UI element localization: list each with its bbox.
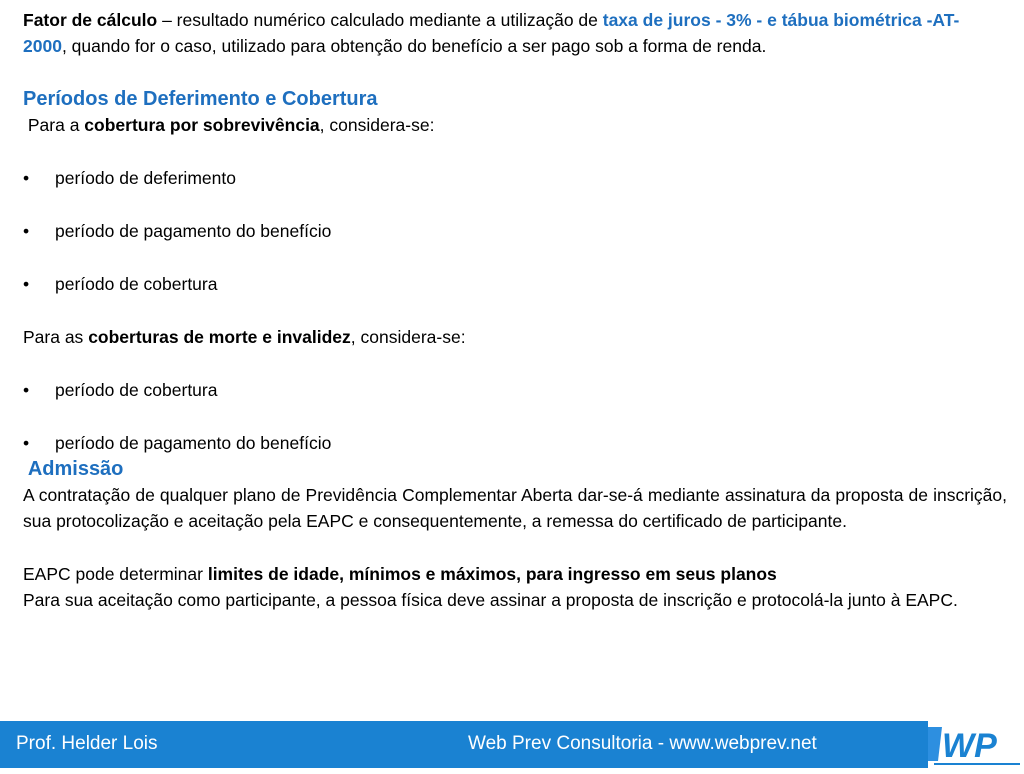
list-item — [23, 430, 1007, 456]
sobrev-post: , considera-se: — [319, 115, 435, 135]
spacer — [23, 534, 1007, 561]
fator-term: Fator de cálculo — [23, 10, 158, 30]
footer-site: Web Prev Consultoria - www.webprev.net — [468, 733, 817, 754]
morte-intro — [23, 324, 1007, 350]
sobrev-bold: cobertura por sobrevivência — [84, 115, 320, 135]
logo-text: WP — [942, 727, 997, 765]
spacer — [23, 297, 1007, 324]
spacer — [23, 191, 1007, 218]
list-item — [23, 165, 1007, 191]
spacer — [23, 59, 1007, 86]
sobrevivencia-intro — [23, 112, 1007, 138]
list-item-text: período de pagamento do benefício — [55, 221, 332, 241]
morte-pre: Para as — [23, 327, 89, 347]
fator-text-2: , quando for o caso, utilizado para obtenção do benefício a ser pago sob a forma de renda. — [61, 36, 767, 56]
list-item-text: período de pagamento do benefício — [55, 433, 332, 453]
admissao-heading: Admissão — [23, 458, 124, 480]
eapc-bold: limites de idade, mínimos e máximos, para ingresso em seus planos — [207, 564, 777, 584]
fator-text-1: – resultado numérico calculado mediante a utilização de — [157, 10, 603, 30]
aceitacao-paragraph: Para sua aceitação como participante, a pessoa física deve assinar a proposta de inscrição e protocolá-la junto à EAPC. — [23, 590, 958, 610]
list-item-text: período de cobertura — [55, 380, 218, 400]
bullet-icon: • — [23, 380, 30, 400]
footer-bar — [0, 721, 1024, 768]
bullet-icon: • — [23, 221, 30, 241]
fator-highlight: taxa de juros - 3% - e tábua biométrica -AT- 2000 — [23, 10, 960, 56]
morte-post: , considera-se: — [350, 327, 466, 347]
webprev-logo — [928, 721, 1024, 768]
spacer — [23, 350, 1007, 377]
eapc-pre: EAPC pode determinar — [23, 564, 208, 584]
sobrev-pre: Para a — [23, 115, 85, 135]
morte-bold: coberturas de morte e invalidez — [88, 327, 351, 347]
spacer — [23, 244, 1007, 271]
bullet-icon: • — [23, 433, 30, 453]
bullet-icon: • — [23, 274, 30, 294]
slide-content — [23, 7, 1007, 613]
footer-author: Prof. Helder Lois — [16, 733, 158, 754]
list-item — [23, 377, 1007, 403]
webprev-logo-icon — [928, 721, 1024, 768]
admissao-paragraph: A contratação de qualquer plano de Previdência Complementar Aberta dar-se-á mediante assinatura da proposta de inscrição, sua protocolização e aceitação pela EAPC e consequentemente, a remessa do certificado de participante. — [23, 485, 1007, 531]
list-item — [23, 271, 1007, 297]
bullet-icon: • — [23, 168, 30, 188]
spacer — [23, 403, 1007, 430]
list-item-text: período de deferimento — [55, 168, 236, 188]
list-item-text: período de cobertura — [55, 274, 218, 294]
spacer — [23, 138, 1007, 165]
eapc-paragraph — [23, 561, 1007, 587]
fator-paragraph — [23, 7, 1007, 59]
periodos-heading: Períodos de Deferimento e Cobertura — [23, 88, 378, 110]
list-item — [23, 218, 1007, 244]
